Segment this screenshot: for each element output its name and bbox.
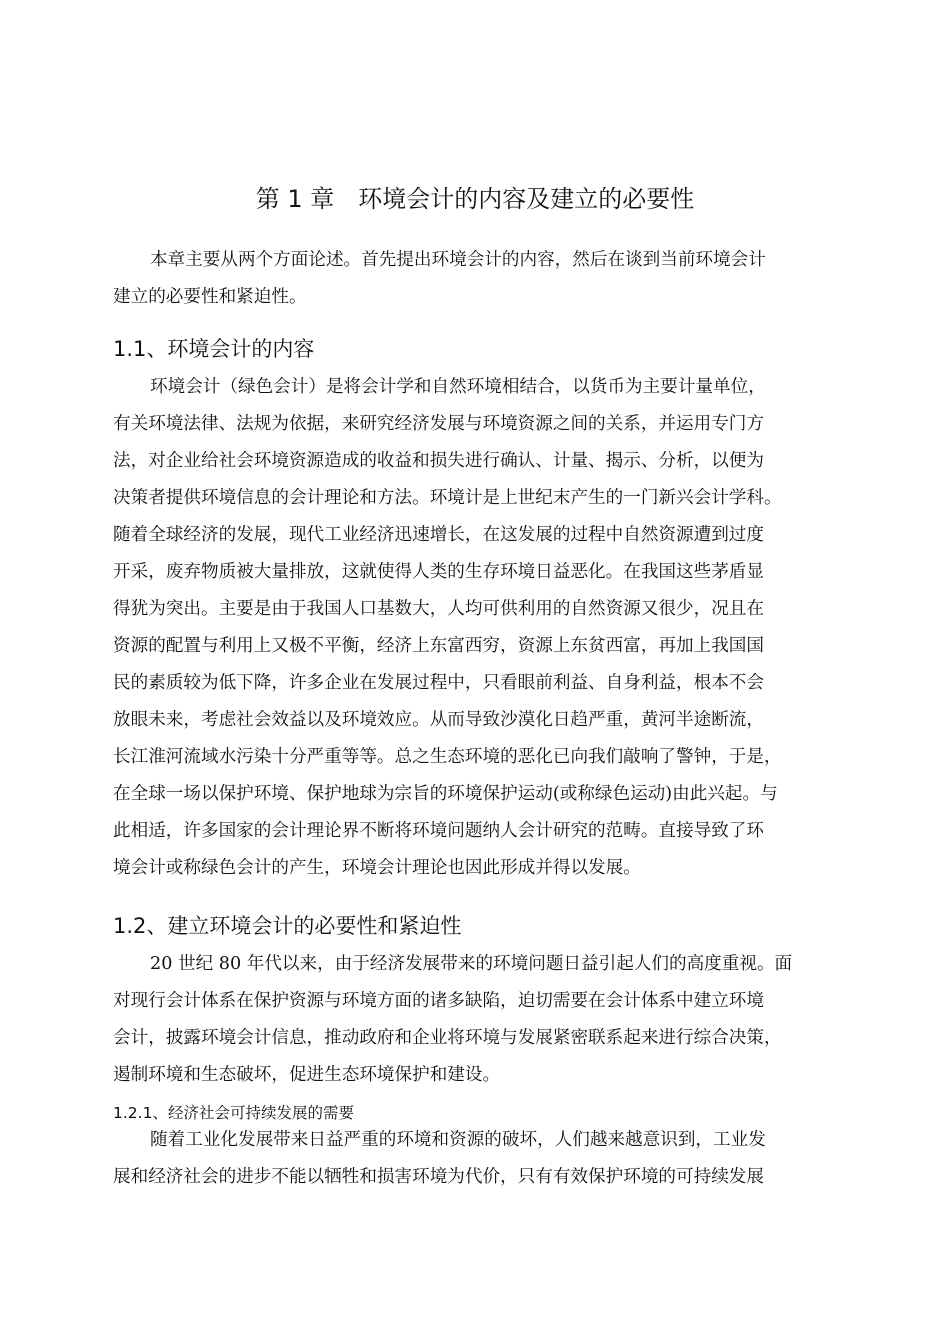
paragraph-line: 随着工业化发展带来日益严重的环境和资源的破坏，人们越来越意识到，工业发: [150, 1130, 766, 1150]
paragraph-line: 长江淮河流域水污染十分严重等等。总之生态环境的恶化已向我们敲响了警钟，于是，: [113, 747, 782, 767]
paragraph-line: 放眼未来，考虑社会效益以及环境效应。从而导致沙漠化日趋严重，黄河半途断流，: [113, 710, 764, 730]
paragraph-line: 随着全球经济的发展，现代工业经济迅速增长，在这发展的过程中自然资源遭到过度: [113, 525, 764, 545]
paragraph-line: 开采，废弃物质被大量排放，这就使得人类的生存环境日益恶化。在我国这些茅盾显: [113, 562, 764, 582]
paragraph-line: 20 世纪 80 年代以来，由于经济发展带来的环境问题日益引起人们的高度重视。面: [150, 954, 793, 974]
paragraph-line: 建立的必要性和紧迫性。: [113, 287, 307, 307]
chapter-title: 第 1 章 环境会计的内容及建立的必要性: [255, 185, 695, 213]
paragraph-line: 有关环境法律、法规为依据，来研究经济发展与环境资源之间的关系，并运用专门方: [113, 414, 764, 434]
subsection-title-1-2-1: 1.2.1、经济社会可持续发展的需要: [113, 1104, 354, 1122]
section-title-1-2: 1.2、建立环境会计的必要性和紧迫性: [113, 914, 462, 938]
section-title-1-1: 1.1、环境会计的内容: [113, 337, 315, 361]
paragraph-line: 环境会计（绿色会计）是将会计学和自然环境相结合，以货币为主要计量单位，: [150, 377, 766, 397]
paragraph-line: 得犹为突出。主要是由于我国人口基数大，人均可供利用的自然资源又很少，况且在: [113, 599, 764, 619]
section-1-1-paragraph: [113, 369, 843, 887]
paragraph-line: 决策者提供环境信息的会计理论和方法。环境计是上世纪末产生的一门新兴会计学科。: [113, 488, 782, 508]
paragraph-line: 此相适，许多国家的会计理论界不断将环境问题纳人会计研究的范畴。直接导致了环: [113, 821, 764, 841]
subsection-1-2-1-paragraph: [113, 1122, 843, 1196]
paragraph-line: 对现行会计体系在保护资源与环境方面的诸多缺陷，迫切需要在会计体系中建立环境: [113, 991, 764, 1011]
paragraph-line: 资源的配置与利用上又极不平衡，经济上东富西穷，资源上东贫西富，再加上我国国: [113, 636, 764, 656]
paragraph-line: 民的素质较为低下降，许多企业在发展过程中，只看眼前利益、自身利益，根本不会: [113, 673, 764, 693]
intro-paragraph: [113, 242, 843, 316]
paragraph-line: 本章主要从两个方面论述。首先提出环境会计的内容，然后在谈到当前环境会计: [150, 250, 766, 270]
paragraph-line: 会计，披露环境会计信息，推动政府和企业将环境与发展紧密联系起来进行综合决策，: [113, 1028, 782, 1048]
paragraph-line: 法，对企业给社会环境资源造成的收益和损失进行确认、计量、揭示、分析，以便为: [113, 451, 764, 471]
section-1-2-paragraph: [113, 946, 843, 1094]
paragraph-line: 展和经济社会的进步不能以牺牲和损害环境为代价，只有有效保护环境的可持续发展: [113, 1167, 764, 1187]
paragraph-line: 遏制环境和生态破坏，促进生态环境保护和建设。: [113, 1065, 501, 1085]
paragraph-line: 在全球一场以保护环境、保护地球为宗旨的环境保护运动(或称绿色运动)由此兴起。与: [113, 784, 778, 804]
paragraph-line: 境会计或称绿色会计的产生，环境会计理论也因此形成并得以发展。: [113, 858, 641, 878]
